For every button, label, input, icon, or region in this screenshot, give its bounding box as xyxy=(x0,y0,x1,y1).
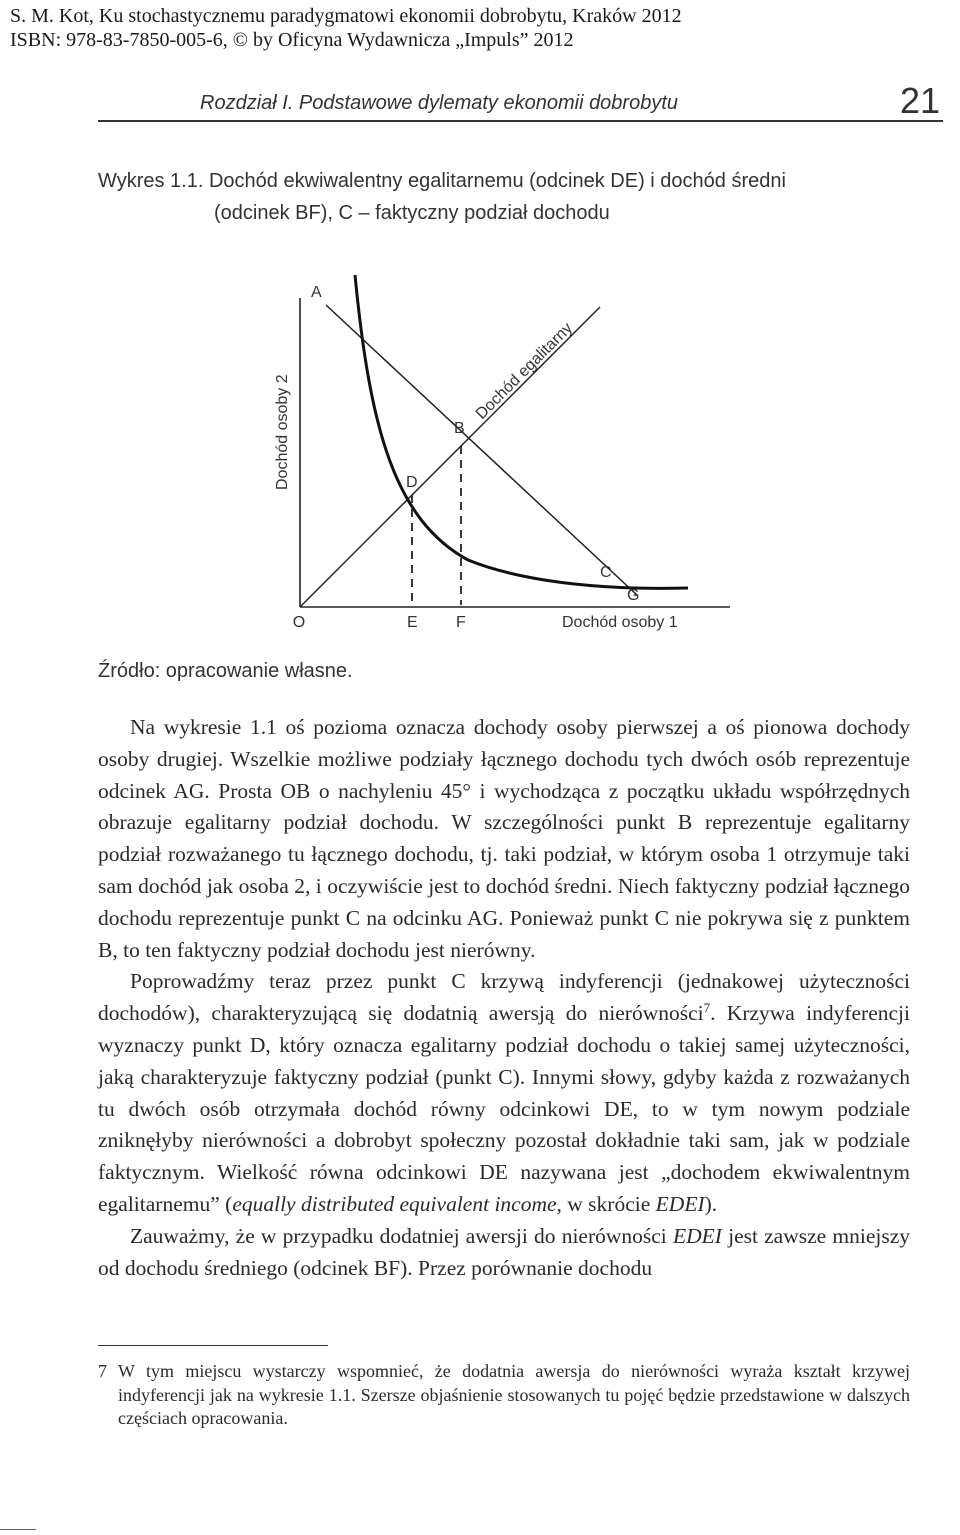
caption-line-1: Wykres 1.1. Dochód ekwiwalentny egalitarnemu (odcinek DE) i dochód średni xyxy=(98,170,786,192)
publication-line-1: S. M. Kot, Ku stochastycznemu paradygmatowi ekonomii dobrobytu, Kraków 2012 xyxy=(10,5,682,27)
footnote-number: 7 xyxy=(98,1361,107,1381)
figure-caption xyxy=(98,165,898,229)
body-text xyxy=(98,712,910,1284)
x-axis-label: Dochód osoby 1 xyxy=(562,614,678,631)
egalitarian-line-label: Dochód egalitarny xyxy=(472,319,577,423)
caption-line-2: (odcinek BF), C – faktyczny podział dochodu xyxy=(214,202,610,224)
label-F: F xyxy=(456,614,466,631)
header-rule xyxy=(98,120,943,122)
label-E: E xyxy=(407,614,418,631)
footnote-rule xyxy=(98,1345,328,1346)
footnote-ref-7[interactable]: 7 xyxy=(703,1000,711,1016)
indifference-curve xyxy=(355,275,688,588)
footnote-text: W tym miejscu wystarczy wspomnieć, że dodatnia awersja do nierówności wyraża kształt krzywej indyferencji jak na wykresie 1.1. Szersze objaśnienie stosowanych tu pojęć będzie przedstawione w dalszych częściach opracowania. xyxy=(118,1361,910,1428)
label-A: A xyxy=(311,284,322,301)
paragraph-1: Na wykresie 1.1 oś pozioma oznacza dochody osoby pierwszej a oś pionowa dochody osoby drugiej. Wszelkie możliwe podziały łącznego dochodu tych dwóch osób reprezentuje odcinek AG. Prosta OB o nachyleniu 45° i wychodząca z początku układu współrzędnych obrazuje egalitarny podział dochodu. W szczególności punkt B reprezentuje egalitarny podział rozważanego tu łącznego dochodu, tj. taki podział, w którym osoba 1 otrzymuje taki sam dochód jak osoba 2, i oczywiście jest to dochód średni. Niech faktyczny podział łącznego dochodu reprezentuje punkt C na odcinku AG. Ponieważ punkt C nie pokrywa się z punktem B, to ten faktyczny podział dochodu jest nierówny. xyxy=(98,715,910,962)
label-G: G xyxy=(627,587,640,604)
publication-line-2: ISBN: 978-83-7850-005-6, © by Oficyna Wydawnicza „Impuls” 2012 xyxy=(10,29,574,51)
paragraph-3: Zauważmy, że w przypadku dodatniej awersji do nierówności EDEI jest zawsze mniejszy od dochodu średniego (odcinek BF). Przez porównanie dochodu xyxy=(98,1223,911,1280)
label-B: B xyxy=(454,420,465,437)
footnote xyxy=(98,1360,910,1431)
label-D: D xyxy=(406,474,418,491)
label-O: O xyxy=(292,614,306,631)
chapter-title: Rozdział I. Podstawowe dylematy ekonomii dobrobytu xyxy=(200,92,679,114)
figure-source: Źródło: opracowanie własne. xyxy=(98,660,353,682)
page-bottom-mark xyxy=(0,1529,36,1530)
figure-diagram xyxy=(240,270,740,640)
label-C: C xyxy=(600,564,612,581)
publication-info xyxy=(10,4,682,52)
budget-line-AG xyxy=(326,305,638,596)
y-axis-label: Dochód osoby 2 xyxy=(274,374,291,490)
page-number: 21 xyxy=(899,80,940,121)
paragraph-2: Poprowadźmy teraz przez punkt C krzywą indyferencji (jednakowej użyteczności dochodów), charakteryzującą się dodatnią awersją do nierówności$^7$. Krzywa indyferencji wyznaczy punkt D, który oznacza egalitarny podział dochodu o takiej samej użyteczności, jaką charakteryzuje faktyczny podział (punkt C). Innymi słowy, gdyby każda z rozważanych tu dwóch osób otrzymała dochód równy odcinkowi DE, to w tym nowym podziale zniknęłyby nierówności a dobrobyt społeczny pozostał dokładnie taki sam, jak w podziale faktycznym. Wielkość równa odcinkowi DE nazywana jest „dochodem ekwiwalentnym egalitarnemu” (equally distributed equivalent income, w skrócie EDEI). xyxy=(98,969,910,1216)
